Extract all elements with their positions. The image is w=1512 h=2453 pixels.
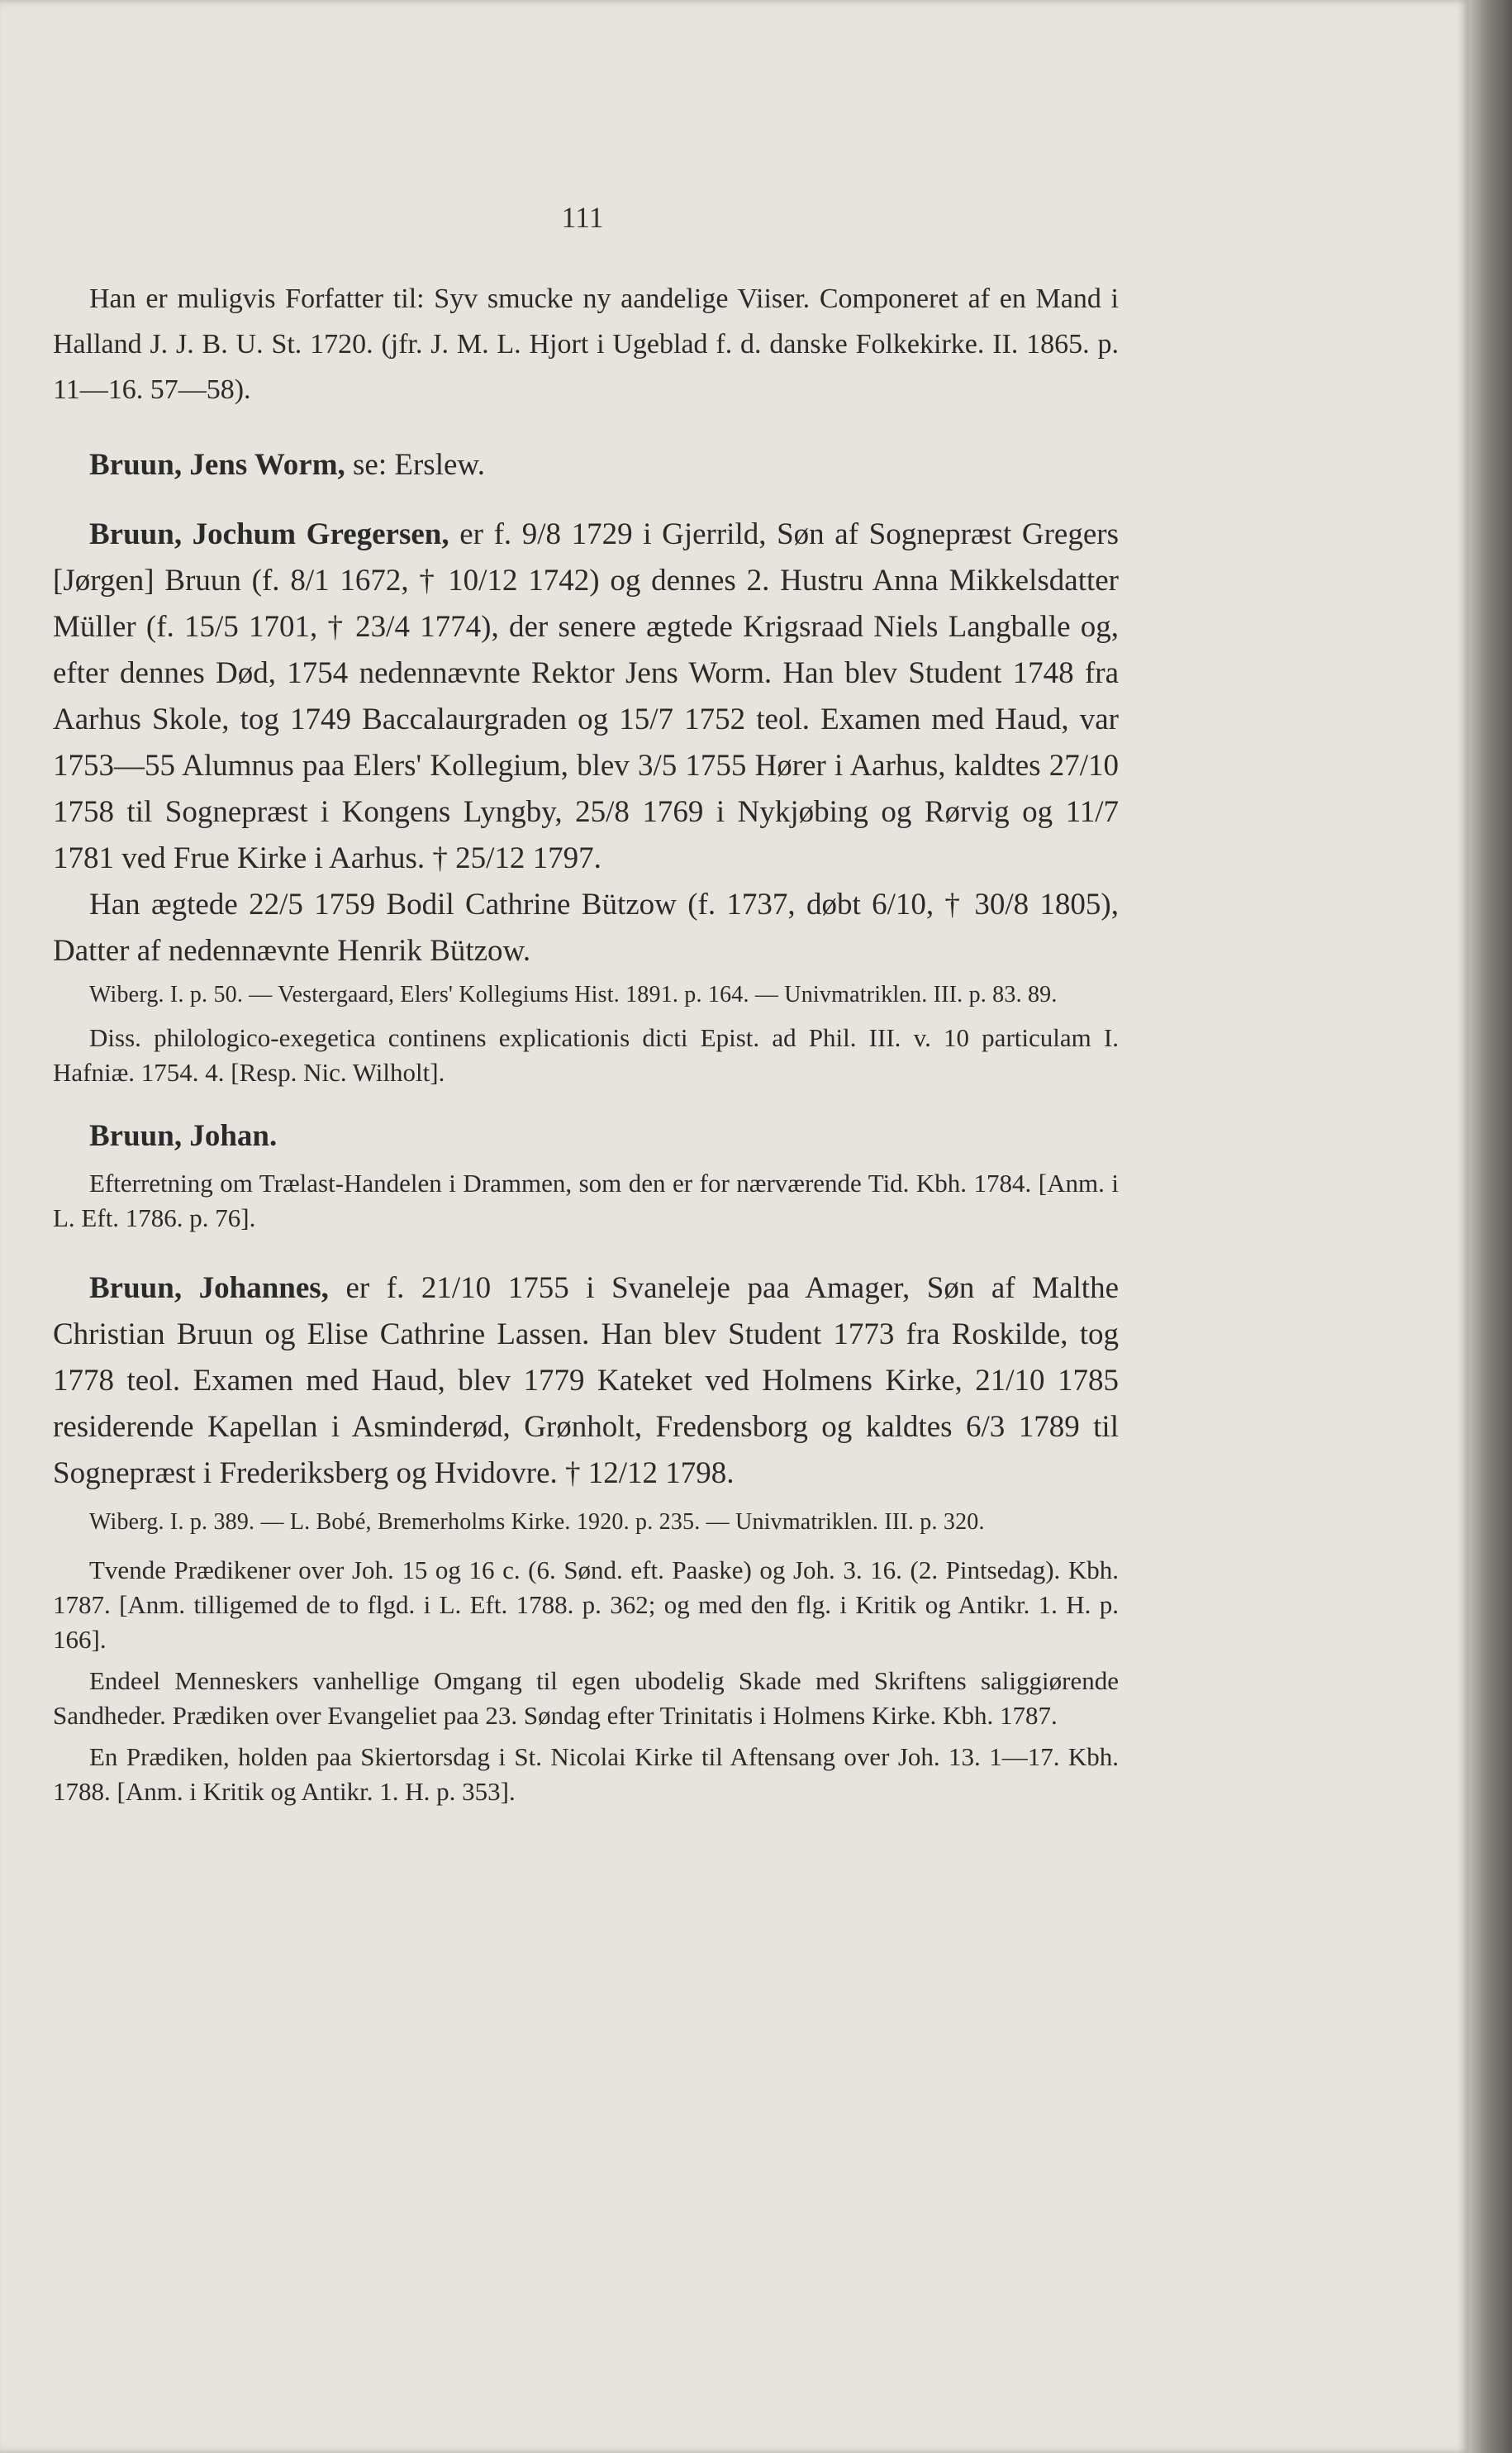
entry-heading: Bruun, Jochum Gregersen, <box>89 517 449 551</box>
entry-heading: Bruun, Jens Worm, <box>89 448 345 482</box>
entry-body: er f. 21/10 1755 i Svaneleje paa Amager, Søn af Malthe Christian Bruun og Elise Cathrine Lassen. Han blev Student 1773 fra Roskilde, tog 1778 teol. Examen med Haud, blev 1779 Kateket ved Holmens Kirke, 21/10 1785 residerende Kapellan i Asminderød, Grønholt, Fredensborg og kaldtes 6/3 1789 til Sognepræst i Frederiksberg og Hvidovre. † 12/12 1798. <box>53 1271 1119 1490</box>
entry-marriage: Han ægtede 22/5 1759 Bodil Cathrine Bützow (f. 1737, døbt 6/10, † 30/8 1805), Datter af nedennævnte Henrik Bützow. <box>53 888 1119 968</box>
entry-work: Efterretning om Trælast-Handelen i Drammen, som den er for nærværende Tid. Kbh. 1784. [Anm. i L. Eft. 1786. p. 76]. <box>53 1169 1119 1232</box>
page-number: 111 <box>561 201 604 234</box>
entry-jochum-gregersen <box>53 512 1119 882</box>
entry-jens-worm <box>53 442 1119 488</box>
entry-work: Tvende Prædikener over Joh. 15 og 16 c. (6. Sønd. eft. Paaske) og Joh. 3. 16. (2. Pintsedag). Kbh. 1787. [Anm. tilligemed de to flgd. i L. Eft. 1788. p. 362; og med den flg. i Kritik og Antikr. 1. H. p. 166]. <box>53 1555 1119 1654</box>
entry-johan <box>53 1113 1119 1160</box>
entry-sources: Wiberg. I. p. 389. — L. Bobé, Bremerholms Kirke. 1920. p. 235. — Univmatriklen. III. p. 320. <box>89 1509 985 1535</box>
page-content <box>53 276 1119 1809</box>
entry-sources: Wiberg. I. p. 50. — Vestergaard, Elers' Kollegiums Hist. 1891. p. 164. — Univmatriklen. III. p. 83. 89. <box>89 982 1058 1007</box>
entry-body: er f. 9/8 1729 i Gjerrild, Søn af Sognepræst Gregers [Jørgen] Bruun (f. 8/1 1672, † 10/12 1742) og dennes 2. Hustru Anna Mikkelsdatter Müller (f. 15/5 1701, † 23/4 1774), der senere ægtede Krigsraad Niels Langballe og, efter dennes Død, 1754 nedennævnte Rektor Jens Worm. Han blev Student 1748 fra Aarhus Skole, tog 1749 Baccalaurgraden og 15/7 1752 teol. Examen med Haud, var 1753—55 Alumnus paa Elers' Kollegium, blev 3/5 1755 Hører i Aarhus, kaldtes 27/10 1758 til Sognepræst i Kongens Lyngby, 25/8 1769 i Nykjøbing og Rørvig og 11/7 1781 ved Frue Kirke i Aarhus. † 25/12 1797. <box>53 517 1119 875</box>
entry-work: En Prædiken, holden paa Skiertorsdag i St. Nicolai Kirke til Aftensang over Joh. 13. 1—17. Kbh. 1788. [Anm. i Kritik og Antikr. 1. H. p. 353]. <box>53 1742 1119 1806</box>
entry-heading: Bruun, Johan. <box>89 1119 278 1153</box>
entry-work: Diss. philologico-exegetica continens explicationis dicti Epist. ad Phil. III. v. 10 particulam I. Hafniæ. 1754. 4. [Resp. Nic. Wilholt]. <box>53 1023 1119 1087</box>
intro-paragraph: Han er muligvis Forfatter til: Syv smucke ny aandelige Viiser. Componeret af en Mand i Halland J. J. B. U. St. 1720. (jfr. J. M. L. Hjort i Ugeblad f. d. danske Folkekirke. II. 1865. p. 11—16. 57—58). <box>53 283 1119 405</box>
entry-crossref: se: Erslew. <box>345 448 485 482</box>
page-edge <box>1469 0 1512 2453</box>
entry-johannes <box>53 1265 1119 1497</box>
entry-heading: Bruun, Johannes, <box>89 1271 329 1305</box>
entry-work: Endeel Menneskers vanhellige Omgang til egen ubodelig Skade med Skriftens saliggiørende Sandheder. Prædiken over Evangeliet paa 23. Søndag efter Trinitatis i Holmens Kirke. Kbh. 1787. <box>53 1666 1119 1730</box>
